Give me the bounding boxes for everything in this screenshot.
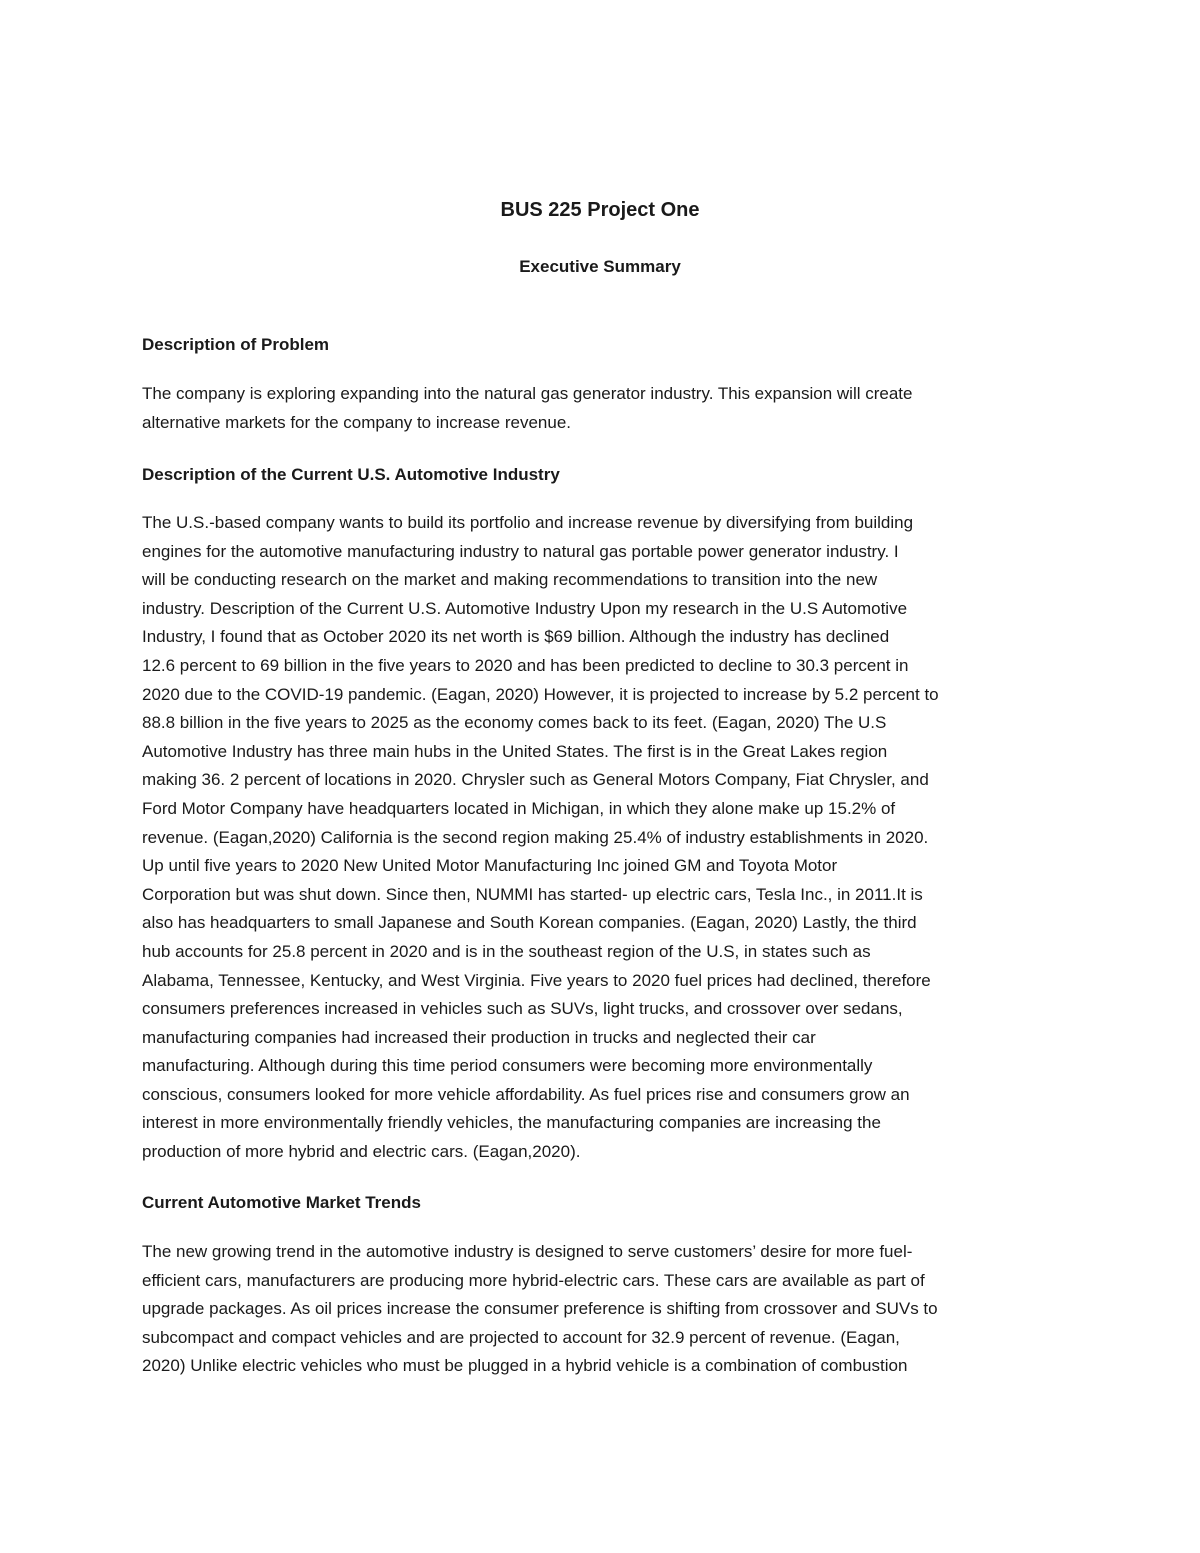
body-line: The new growing trend in the automotive industry is designed to serve customers’ desire for more fuel- xyxy=(142,1242,913,1261)
body-line: alternative markets for the company to increase revenue. xyxy=(142,412,571,432)
body-line: The company is exploring expanding into the natural gas generator industry. This expansion will create xyxy=(142,384,913,403)
body-line: will be conducting research on the market and making recommendations to transition into the new xyxy=(142,570,878,590)
body-line: hub accounts for 25.8 percent in 2020 and is in the southeast region of the U.S, in states such as xyxy=(142,941,871,961)
body-line: consumers preferences increased in vehicles such as SUVs, light trucks, and crossover over sedans, xyxy=(142,999,903,1019)
section-body-industry xyxy=(142,509,1062,1167)
body-line: Up until five years to 2020 New United Motor Manufacturing Inc joined GM and Toyota Motor xyxy=(142,856,838,876)
document-subtitle: Executive Summary xyxy=(519,257,681,276)
body-line: engines for the automotive manufacturing industry to natural gas portable power generator industry. I xyxy=(142,541,899,561)
body-line: conscious, consumers looked for more vehicle affordability. As fuel prices rise and consumers grow an xyxy=(142,1084,910,1104)
body-line: also has headquarters to small Japanese and South Korean companies. (Eagan, 2020) Lastly, the third xyxy=(142,913,917,933)
body-line: The U.S.-based company wants to build its portfolio and increase revenue by diversifying from building xyxy=(142,513,914,532)
body-line: subcompact and compact vehicles and are projected to account for 32.9 percent of revenue. (Eagan, xyxy=(142,1327,900,1347)
body-line: 88.8 billion in the five years to 2025 as the economy comes back to its feet. (Eagan, 2020) The U.S xyxy=(142,713,887,733)
body-line: revenue. (Eagan,2020) California is the second region making 25.4% of industry establishments in 2020. xyxy=(142,827,929,847)
body-line: Industry, I found that as October 2020 its net worth is $69 billion. Although the industry has declined xyxy=(142,627,890,647)
body-line: Automotive Industry has three main hubs in the United States. The first is in the Great Lakes region xyxy=(142,741,888,761)
section-body-trends xyxy=(142,1238,1062,1381)
body-line: making 36. 2 percent of locations in 2020. Chrysler such as General Motors Company, Fiat Chrysler, and xyxy=(142,770,929,790)
body-line: Corporation but was shut down. Since then, NUMMI has started- up electric cars, Tesla Inc., in 2011.It is xyxy=(142,884,923,904)
body-line: efficient cars, manufacturers are producing more hybrid-electric cars. These cars are available as part of xyxy=(142,1270,925,1290)
body-line: 2020) Unlike electric vehicles who must be plugged in a hybrid vehicle is a combination of combustion xyxy=(142,1356,908,1376)
body-line: Ford Motor Company have headquarters located in Michigan, in which they alone make up 15.2% of xyxy=(142,798,896,818)
section-heading-industry: Description of the Current U.S. Automotive Industry xyxy=(142,465,560,484)
body-line: manufacturing. Although during this time period consumers were becoming more environmentally xyxy=(142,1056,873,1076)
body-line: 2020 due to the COVID-19 pandemic. (Eagan, 2020) However, it is projected to increase by 5.2 percent to xyxy=(142,684,939,704)
body-line: industry. Description of the Current U.S. Automotive Industry Upon my research in the U.S Automotive xyxy=(142,598,908,618)
body-line: Alabama, Tennessee, Kentucky, and West Virginia. Five years to 2020 fuel prices had declined, therefore xyxy=(142,970,931,990)
section-body-problem xyxy=(142,380,1062,437)
section-heading-problem: Description of Problem xyxy=(142,335,330,354)
section-heading-trends: Current Automotive Market Trends xyxy=(142,1193,421,1212)
body-line: manufacturing companies had increased their production in trucks and neglected their car xyxy=(142,1027,816,1047)
body-line: interest in more environmentally friendly vehicles, the manufacturing companies are increasing the xyxy=(142,1113,881,1133)
body-line: upgrade packages. As oil prices increase the consumer preference is shifting from crossover and SUVs to xyxy=(142,1299,938,1319)
document-title: BUS 225 Project One xyxy=(500,199,700,221)
body-line: 12.6 percent to 69 billion in the five years to 2020 and has been predicted to decline to 30.3 percent in xyxy=(142,655,909,675)
body-line: production of more hybrid and electric cars. (Eagan,2020). xyxy=(142,1142,581,1162)
